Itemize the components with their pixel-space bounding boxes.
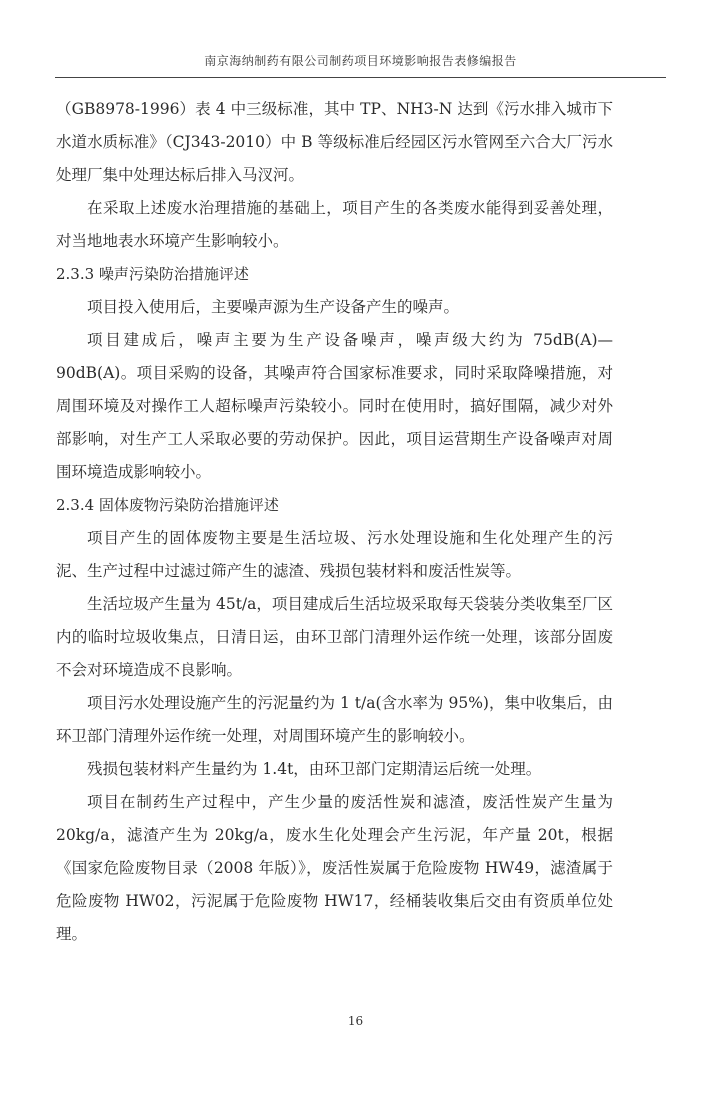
paragraph-wastewater-conclusion: 在采取上述废水治理措施的基础上，项目产生的各类废水能得到妥善处理，对当地地表水环境产生影响较小。 xyxy=(56,199,613,250)
paragraph-hazardous-waste: 项目在制药生产过程中，产生少量的废活性炭和滤渣，废活性炭产生量为 20kg/a，滤渣产生为 20kg/a，废水生化处理会产生污泥，年产量 20t，根据《国家危险废物目录（2008 年版）》，废活性炭属于危险废物 HW49，滤渣属于危险废物 HW02，污泥属于危险废物 HW17，经桶装收集后交由有资质单位处理。 xyxy=(56,793,613,943)
paragraph-packaging: 残损包装材料产生量约为 1.4t，由环卫部门定期清运后统一处理。 xyxy=(87,760,542,778)
page-header: 南京海纳制药有限公司制药项目环境影响报告表修编报告 xyxy=(204,54,517,68)
paragraph-sludge: 项目污水处理设施产生的污泥量约为 1 t/a(含水率为 95%)，集中收集后，由环卫部门清理外运作统一处理，对周围环境产生的影响较小。 xyxy=(56,694,613,745)
paragraph-wastewater-standard: （GB8978-1996）表 4 中三级标准，其中 TP、NH3-N 达到《污水排入城市下水道水质标准》（CJ343-2010）中 B 等级标准后经园区污水管网至六合大厂污水处理厂集中处理达标后排入马汊河。 xyxy=(56,100,613,184)
paragraph-domestic-garbage: 生活垃圾产生量为 45t/a，项目建成后生活垃圾采取每天袋装分类收集至厂区内的临时垃圾收集点，日清日运，由环卫部门清理外运作统一处理，该部分固废不会对环境造成不良影响。 xyxy=(56,595,613,679)
paragraph-solid-waste-types: 项目产生的固体废物主要是生活垃圾、污水处理设施和生化处理产生的污泥、生产过程中过滤过筛产生的滤渣、残损包装材料和废活性炭等。 xyxy=(56,529,613,580)
paragraph-noise-source: 项目投入使用后，主要噪声源为生产设备产生的噪声。 xyxy=(87,298,460,316)
page-number: 16 xyxy=(347,1014,364,1028)
section-heading-solid-waste: 2.3.4 固体废物污染防治措施评述 xyxy=(56,496,279,514)
document-body xyxy=(56,93,613,951)
paragraph-noise-measures: 项目建成后，噪声主要为生产设备噪声，噪声级大约为 75dB(A)—90dB(A)。项目采购的设备，其噪声符合国家标准要求，同时采取降噪措施，对周围环境及对操作工人超标噪声污染较小。同时在使用时，搞好围隔，减少对外部影响，对生产工人采取必要的劳动保护。因此，项目运营期生产设备噪声对周围环境造成影响较小。 xyxy=(56,331,613,481)
header-divider xyxy=(55,77,666,78)
section-heading-noise: 2.3.3 噪声污染防治措施评述 xyxy=(56,265,249,283)
